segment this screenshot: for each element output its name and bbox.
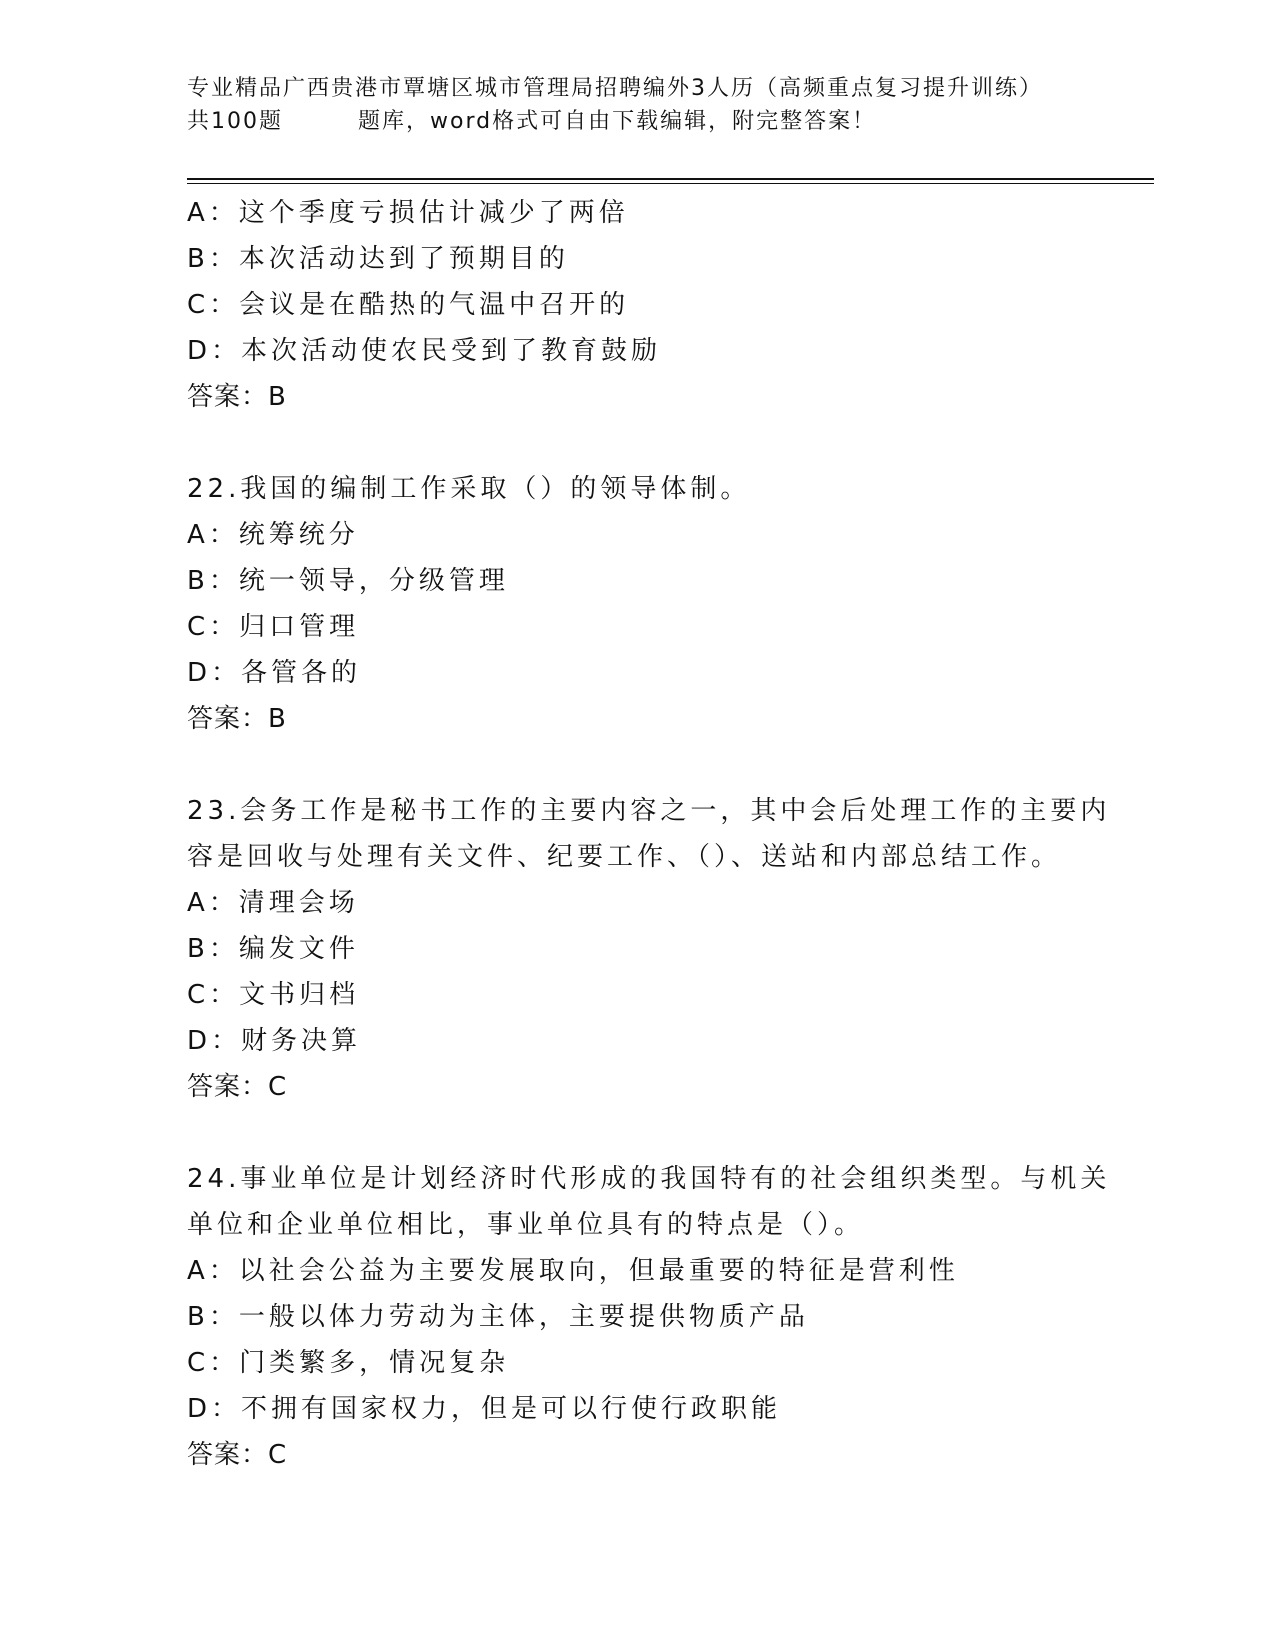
question-stem-line2: 单位和企业单位相比，事业单位具有的特点是（）。 bbox=[187, 1210, 865, 1240]
question-23 bbox=[187, 788, 1111, 1110]
document-header bbox=[187, 72, 1087, 138]
option-c: C：文书归档 bbox=[187, 980, 360, 1010]
option-a: A：以社会公益为主要发展取向，但最重要的特征是营利性 bbox=[187, 1256, 959, 1286]
option-b: B：一般以体力劳动为主体，主要提供物质产品 bbox=[187, 1302, 809, 1332]
question-24 bbox=[187, 1156, 1111, 1478]
answer: 答案：C bbox=[187, 1072, 288, 1102]
option-c: C：门类繁多，情况复杂 bbox=[187, 1348, 510, 1378]
option-a: A：这个季度亏损估计减少了两倍 bbox=[187, 198, 629, 228]
question-stem-line1: 23.会务工作是秘书工作的主要内容之一，其中会后处理工作的主要内 bbox=[187, 796, 1111, 826]
option-a: A：清理会场 bbox=[187, 888, 359, 918]
header-subtitle: 题库，word格式可自由下载编辑，附完整答案！ bbox=[358, 109, 877, 134]
option-c: C：归口管理 bbox=[187, 612, 360, 642]
header-question-count: 共100题 bbox=[187, 109, 283, 134]
header-title-line2 bbox=[187, 105, 1087, 138]
question-list bbox=[187, 190, 1111, 1478]
option-a: A：统筹统分 bbox=[187, 520, 359, 550]
answer: 答案：C bbox=[187, 1440, 288, 1470]
option-d: D：各管各的 bbox=[187, 658, 362, 688]
question-stem-line2: 容是回收与处理有关文件、纪要工作、（）、送站和内部总结工作。 bbox=[187, 842, 1062, 872]
question-22 bbox=[187, 466, 1087, 742]
header-divider-thick bbox=[187, 178, 1154, 180]
option-d: D：不拥有国家权力，但是可以行使行政职能 bbox=[187, 1394, 782, 1424]
option-b: B：编发文件 bbox=[187, 934, 359, 964]
header-divider-thin bbox=[187, 183, 1154, 184]
header-title-line1: 专业精品广西贵港市覃塘区城市管理局招聘编外3人历（高频重点复习提升训练） bbox=[187, 76, 1043, 101]
question-stem: 22.我国的编制工作采取（）的领导体制。 bbox=[187, 474, 751, 504]
answer: 答案：B bbox=[187, 704, 287, 734]
answer: 答案：B bbox=[187, 382, 287, 412]
option-b: B：本次活动达到了预期目的 bbox=[187, 244, 569, 274]
option-d: D：财务决算 bbox=[187, 1026, 362, 1056]
option-c: C：会议是在酷热的气温中召开的 bbox=[187, 290, 630, 320]
question-21 bbox=[187, 190, 1087, 420]
question-stem-line1: 24.事业单位是计划经济时代形成的我国特有的社会组织类型。与机关 bbox=[187, 1164, 1111, 1194]
option-b: B：统一领导，分级管理 bbox=[187, 566, 509, 596]
option-d: D：本次活动使农民受到了教育鼓励 bbox=[187, 336, 662, 366]
